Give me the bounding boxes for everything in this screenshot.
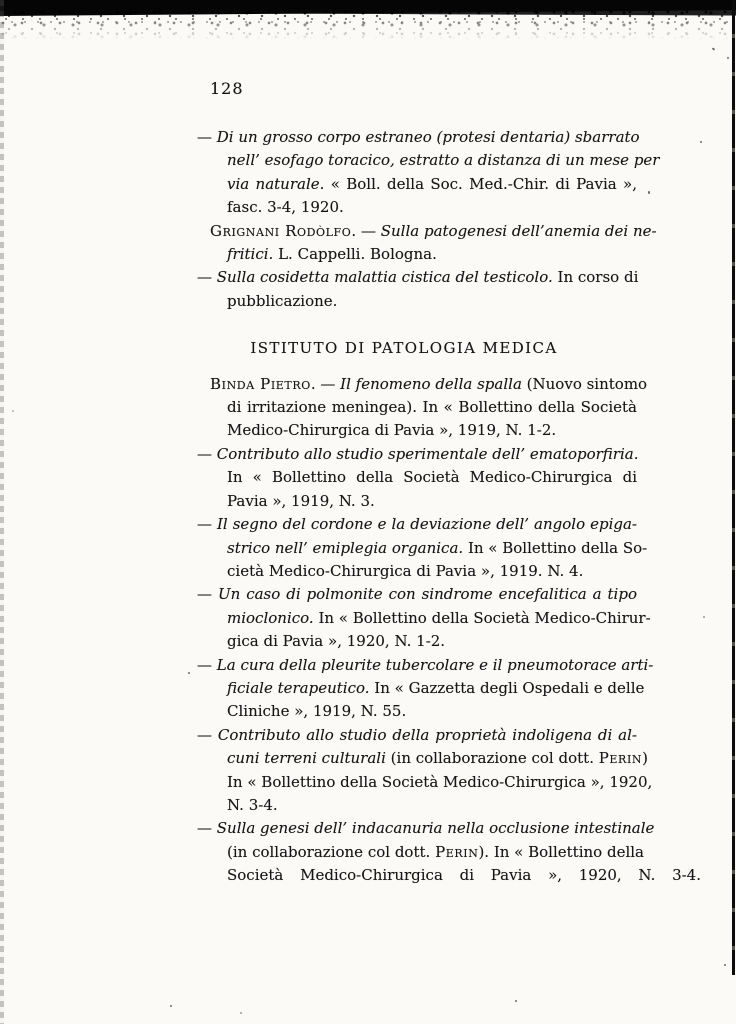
text-segment: « Boll. della Soc. Med.-Chir. di Pavia », bbox=[330, 174, 637, 193]
bibliography-entry bbox=[197, 513, 648, 583]
entry-line bbox=[197, 443, 637, 466]
text-segment: Binda Pietro bbox=[210, 374, 311, 393]
text-segment: fasc. 3-4, 1920. bbox=[227, 198, 344, 217]
text-segment: Di un grosso corpo estraneo (protesi dentaria) sbarrato bbox=[216, 128, 640, 146]
text-segment: Pavia », 1919, N. 3. bbox=[227, 491, 375, 510]
scan-speck bbox=[703, 616, 705, 618]
scan-speck bbox=[648, 191, 650, 194]
entry-line bbox=[227, 196, 637, 219]
entries-before-heading bbox=[197, 126, 660, 313]
text-segment: ) bbox=[642, 749, 648, 768]
page-content bbox=[197, 126, 701, 888]
entry-line bbox=[227, 771, 653, 794]
bibliography-entry bbox=[197, 583, 651, 653]
bibliography-entry bbox=[197, 443, 637, 513]
entry-line bbox=[197, 513, 637, 536]
bibliography-entry bbox=[197, 817, 701, 887]
text-segment: Il fenomeno della spalla bbox=[340, 374, 527, 393]
entries-after-heading bbox=[197, 373, 701, 888]
entry-line bbox=[227, 173, 637, 196]
text-segment: — bbox=[197, 268, 217, 287]
text-segment: via naturale. bbox=[227, 174, 331, 193]
text-segment: In « Gazzetta degli Ospedali e delle bbox=[374, 678, 645, 697]
text-segment: Cliniche », 1919, N. 55. bbox=[227, 702, 407, 721]
entry-line bbox=[227, 490, 637, 513]
scan-speck bbox=[240, 1012, 242, 1014]
scan-speck bbox=[727, 57, 729, 59]
bibliography-entry bbox=[197, 724, 653, 818]
bibliography-entry bbox=[197, 373, 648, 443]
text-segment: — bbox=[197, 585, 218, 604]
entry-line bbox=[227, 794, 637, 817]
scan-speck bbox=[724, 964, 726, 966]
entry-line bbox=[227, 466, 637, 489]
entry-line bbox=[197, 583, 637, 606]
scan-speck bbox=[12, 410, 14, 412]
scan-speck bbox=[700, 141, 702, 143]
bibliography-entry bbox=[197, 266, 637, 313]
text-segment: nell’ esofago toracico, estratto a distanza di un mese per bbox=[227, 151, 660, 170]
text-segment: In « Bollettino della Società Medico-Chirurgica », 1920, bbox=[227, 772, 653, 791]
scan-speck bbox=[712, 47, 716, 50]
text-segment: In corso di bbox=[557, 268, 639, 287]
bibliography-entry bbox=[197, 220, 657, 267]
entry-line bbox=[210, 373, 648, 396]
text-segment: Grignani Rodòlfo bbox=[210, 221, 352, 240]
entry-line bbox=[227, 607, 651, 630]
text-segment: gica di Pavia », 1920, N. 1-2. bbox=[227, 632, 446, 651]
text-segment: . — bbox=[310, 374, 341, 393]
section-heading: ISTITUTO DI PATOLOGIA MEDICA bbox=[250, 339, 558, 358]
text-segment: — bbox=[197, 725, 218, 744]
text-segment: Perin bbox=[435, 842, 479, 861]
text-segment: In « Bollettino della So- bbox=[467, 538, 648, 557]
text-segment: ficiale terapeutico. bbox=[227, 678, 375, 697]
text-segment: Medico-Chirurgica di Pavia », 1919, N. 1-2. bbox=[227, 421, 557, 440]
text-segment: In « Bollettino della Società Medico-Chirur- bbox=[318, 608, 651, 627]
text-segment: — bbox=[197, 819, 217, 838]
text-segment: Il segno del cordone e la deviazione dell’ angolo epiga- bbox=[217, 515, 637, 534]
text-segment: Perin bbox=[598, 749, 643, 768]
page-number: 128 bbox=[210, 79, 244, 98]
scan-speck bbox=[188, 672, 190, 674]
entry-line bbox=[197, 126, 640, 149]
text-segment: ). In « Bollettino della bbox=[478, 842, 644, 861]
text-segment: . — bbox=[351, 221, 381, 240]
text-segment: di irritazione meningea). In « Bollettino della Società bbox=[227, 398, 637, 417]
entry-line bbox=[197, 817, 655, 840]
text-segment: Società Medico-Chirurgica di Pavia », 1920, N. 3-4. bbox=[227, 866, 701, 885]
text-segment: Sulla cosidetta malattia cistica del testicolo. bbox=[216, 268, 558, 287]
entry-line bbox=[210, 220, 657, 243]
entry-line bbox=[227, 419, 637, 442]
entry-line bbox=[197, 724, 637, 747]
text-segment: (in collaborazione col dott. bbox=[390, 749, 599, 768]
entry-line bbox=[227, 747, 648, 770]
entry-line bbox=[227, 560, 637, 583]
entry-line bbox=[227, 841, 644, 864]
bibliography-entry bbox=[197, 654, 654, 724]
text-segment: Contributo allo studio sperimentale dell’ ematoporfiria. bbox=[216, 444, 639, 463]
text-segment: fritici. bbox=[227, 245, 279, 264]
text-segment: — bbox=[197, 515, 217, 534]
entry-line bbox=[197, 266, 637, 289]
entry-line bbox=[227, 864, 701, 887]
text-segment: strico nell’ emiplegia organica. bbox=[227, 538, 468, 557]
entry-line bbox=[197, 654, 654, 677]
entry-line bbox=[227, 677, 645, 700]
text-segment: La cura della pleurite tubercolare e il pneumotorace arti- bbox=[216, 655, 654, 674]
text-segment: In « Bollettino della Società Medico-Chirurgica di bbox=[227, 468, 637, 487]
entry-line bbox=[227, 149, 660, 172]
text-segment: cuni terreni culturali bbox=[227, 749, 391, 768]
text-segment: mioclonico. bbox=[227, 608, 319, 627]
entry-line bbox=[227, 700, 637, 723]
entry-line bbox=[227, 537, 648, 560]
scan-speck bbox=[170, 1005, 172, 1007]
text-segment: Sulla genesi dell’ indacanuria nella occlusione intestinale bbox=[216, 819, 655, 838]
entry-line bbox=[227, 290, 637, 313]
text-segment: (in collaborazione col dott. bbox=[227, 842, 436, 861]
text-segment: cietà Medico-Chirurgica di Pavia », 1919. N. 4. bbox=[227, 561, 584, 580]
scan-speck bbox=[515, 1000, 517, 1002]
text-segment: Contributo allo studio della proprietà indoligena di al- bbox=[217, 725, 637, 744]
text-segment: N. 3-4. bbox=[227, 795, 278, 814]
text-segment: — bbox=[197, 128, 217, 146]
scan-top-noise bbox=[0, 10, 736, 40]
text-segment: — bbox=[197, 655, 217, 674]
text-segment: — bbox=[197, 444, 217, 463]
text-segment: pubblicazione. bbox=[227, 291, 338, 310]
entry-line bbox=[227, 396, 637, 419]
text-segment: L. Cappelli. Bologna. bbox=[278, 245, 437, 264]
bibliography-entry bbox=[197, 126, 660, 220]
scan-left-edge-line bbox=[0, 0, 4, 1024]
text-segment: (Nuovo sintomo bbox=[526, 374, 648, 393]
entry-line bbox=[227, 243, 637, 266]
scan-right-edge-line bbox=[732, 0, 735, 975]
entry-line bbox=[227, 630, 637, 653]
text-segment: Un caso di polmonite con sindrome encefalitica a tipo bbox=[217, 585, 637, 604]
text-segment: Sulla patogenesi dell’anemia dei ne- bbox=[380, 221, 657, 240]
